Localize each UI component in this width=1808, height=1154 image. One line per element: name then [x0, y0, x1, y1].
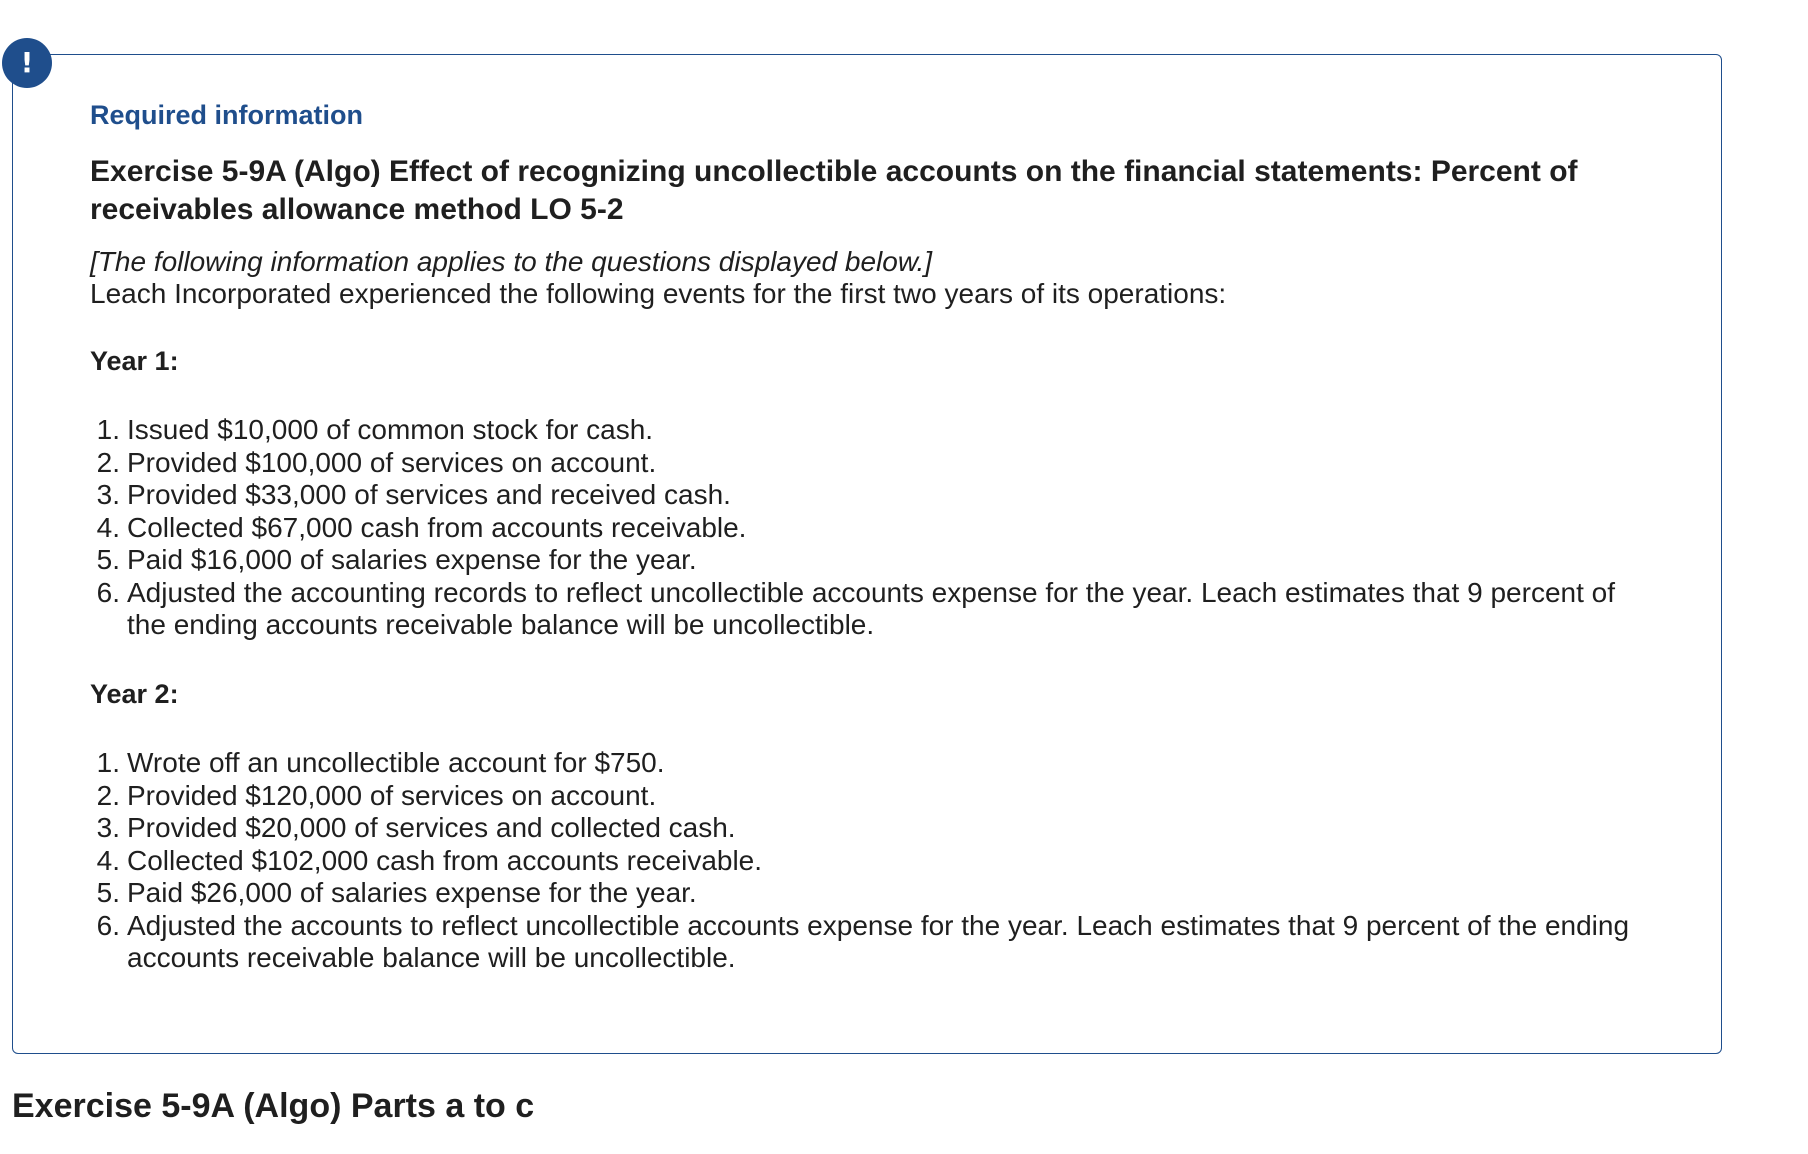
event-text: Provided $20,000 of services and collected cash. — [127, 812, 736, 843]
exclamation-icon: ! — [2, 38, 52, 88]
intro-text: Leach Incorporated experienced the following events for the first two years of its operations: — [90, 278, 1227, 309]
exercise-title: Exercise 5-9A (Algo) Effect of recognizing uncollectible accounts on the financial statements: Percent of receivables allowance method LO 5-2 — [90, 155, 1578, 226]
event-number: 1. — [96, 747, 120, 778]
event-number: 4. — [96, 844, 120, 876]
event-number: 4. — [96, 511, 120, 543]
event-number: 2. — [96, 446, 120, 478]
year-1-event — [90, 414, 1660, 447]
event-number: 3. — [96, 812, 120, 843]
year-1-heading: Year 1: — [90, 346, 179, 376]
year-1-event — [90, 447, 1660, 480]
year-2-event — [90, 910, 1660, 975]
event-number: 1. — [96, 414, 120, 445]
year-2-events — [90, 747, 1660, 975]
year-2-event — [90, 812, 1660, 845]
year-1-event — [90, 577, 1660, 642]
event-text: Wrote off an uncollectible account for $750. — [127, 747, 665, 778]
intro-note: [The following information applies to the questions displayed below.] — [90, 246, 933, 277]
year-1-event — [90, 512, 1660, 545]
event-text: Paid $16,000 of salaries expense for the year. — [127, 544, 697, 575]
event-text: Collected $67,000 cash from accounts receivable. — [127, 511, 747, 543]
year-2-event — [90, 845, 1660, 878]
year-1-event — [90, 479, 1660, 512]
event-text: Collected $102,000 cash from accounts receivable. — [127, 844, 763, 876]
event-number: 6. — [96, 576, 120, 608]
year-2-heading: Year 2: — [90, 679, 179, 709]
event-text: Paid $26,000 of salaries expense for the year. — [127, 877, 697, 908]
event-text: Provided $33,000 of services and received cash. — [127, 479, 731, 510]
event-text: Issued $10,000 of common stock for cash. — [127, 414, 654, 445]
event-number: 6. — [96, 909, 120, 941]
required-information-heading: Required information — [90, 100, 364, 130]
event-text: Adjusted the accounting records to reflect uncollectible accounts expense for the year. Leach estimates that 9 percent of the ending accounts receivable balance will be uncollectible. — [127, 576, 1615, 640]
event-number: 2. — [96, 779, 120, 811]
required-information-card — [12, 54, 1722, 1054]
exercise-parts-heading: Exercise 5-9A (Algo) Parts a to c — [12, 1087, 535, 1125]
event-number: 5. — [96, 544, 120, 575]
event-number: 5. — [96, 877, 120, 908]
year-1-event — [90, 544, 1660, 577]
event-text: Provided $120,000 of services on account. — [127, 779, 657, 811]
event-text: Adjusted the accounts to reflect uncollectible accounts expense for the year. Leach estimates that 9 percent of the ending accounts receivable balance will be uncollectible. — [127, 909, 1630, 973]
event-text: Provided $100,000 of services on account. — [127, 446, 657, 478]
year-2-event — [90, 780, 1660, 813]
event-number: 3. — [96, 479, 120, 510]
year-1-events — [90, 414, 1660, 642]
year-2-event — [90, 877, 1660, 910]
year-2-event — [90, 747, 1660, 780]
